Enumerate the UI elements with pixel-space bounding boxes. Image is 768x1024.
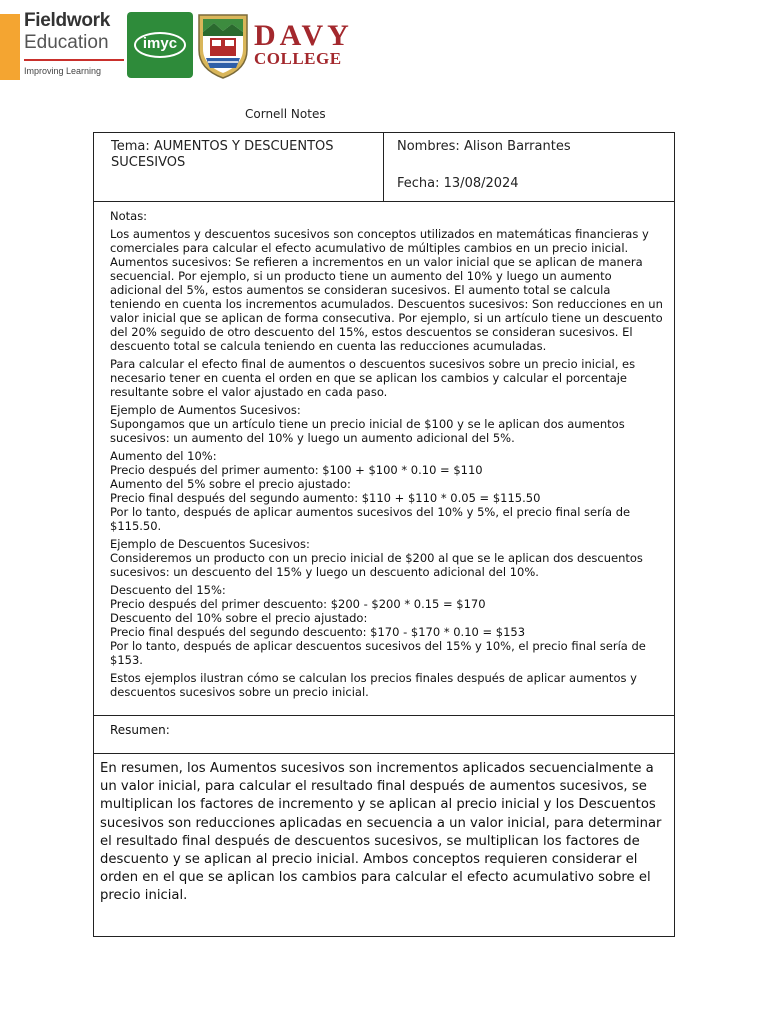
notas-paragraph: Estos ejemplos ilustran cómo se calculan los precios finales después de aplicar aumentos y descuentos sucesivos sobre un precio inicial. <box>110 671 637 699</box>
notas-label: Notas: <box>110 209 148 223</box>
davy-college-logo-line1: DAVY <box>254 19 353 52</box>
resumen-label: Resumen: <box>94 716 674 754</box>
nombres-row <box>397 139 662 154</box>
cornell-notes-form <box>93 132 675 937</box>
fieldwork-logo-tagline: Improving Learning <box>24 66 102 76</box>
tema-value: AUMENTOS Y DESCUENTOS SUCESIVOS <box>111 139 334 170</box>
fieldwork-logo-bar <box>0 14 20 80</box>
notas-paragraph: Ejemplo de Aumentos Sucesivos: Supongamos que un artículo tiene un precio inicial de $100 y se le aplican dos aumentos sucesivos: un aumento del 10% y luego un aumento adicional del 5%. <box>110 403 625 445</box>
notas-paragraph: Para calcular el efecto final de aumentos o descuentos sucesivos sobre un precio inicial, es necesario tener en cuenta el orden en que se aplican los cambios y calcular el porcentaje resultante sobre el valor ajustado en cada paso. <box>110 357 636 399</box>
student-info-cell <box>384 133 674 201</box>
form-header <box>94 133 674 202</box>
davy-college-logo <box>254 19 369 68</box>
college-crest-icon <box>196 12 250 80</box>
tema-label: Tema: <box>111 139 150 154</box>
notas-paragraph: Descuento del 15%: Precio después del primer descuento: $200 - $200 * 0.15 = $170 Descuento del 10% sobre el precio ajustado: Precio final después del segundo descuento: $170 - $170 * 0.10 = $153 Por lo tanto, después de aplicar descuentos sucesivos del 15% y 10%, el precio final sería de $153. <box>110 583 646 667</box>
notas-paragraph: Aumento del 10%: Precio después del primer aumento: $100 + $100 * 0.10 = $110 Aumento del 5% sobre el precio ajustado: Precio final después del segundo aumento: $110 + $110 * 0.05 = $115.50 Por lo tanto, después de aplicar aumentos sucesivos del 10% y 5%, el precio final sería de $115.50. <box>110 449 631 533</box>
imyc-logo-text: imyc <box>142 35 178 52</box>
tema-cell <box>94 133 384 201</box>
imyc-logo <box>127 12 193 78</box>
fecha-row <box>397 176 662 191</box>
header-logos <box>0 4 380 80</box>
fieldwork-logo-line1: Fieldwork <box>24 10 110 31</box>
fecha-value: 13/08/2024 <box>443 176 519 191</box>
davy-college-logo-line2: COLLEGE <box>254 49 342 68</box>
fecha-label: Fecha: <box>397 176 440 191</box>
nombres-value: Alison Barrantes <box>463 139 571 154</box>
notas-paragraph: Ejemplo de Descuentos Sucesivos: Consideremos un producto con un precio inicial de $200 al que se le aplican dos descuentos sucesivos: un descuento del 15% y luego un descuento adicional del 10%. <box>110 537 643 579</box>
fieldwork-logo-divider <box>24 59 124 61</box>
resumen-text: En resumen, los Aumentos sucesivos son incrementos aplicados secuencialmente a un valor inicial, para calcular el resultado final después de aumentos sucesivos, se multiplican los factores de incremento y se aplican al precio inicial y los Descuentos sucesivos son reducciones aplicadas en secuencia a un valor inicial, para determinar el resultado final después de descuentos sucesivos, se multiplican los factores de descuento y se aplican al precio inicial. Ambos conceptos requieren considerar el orden en el que se aplican los cambios para calcular el efecto acumulativo sobre el precio inicial. <box>100 761 662 904</box>
notas-section <box>94 202 674 716</box>
nombres-label: Nombres: <box>397 139 460 154</box>
fieldwork-education-logo <box>0 8 126 80</box>
fieldwork-logo-line2: Education <box>24 32 109 53</box>
page-title: Cornell Notes <box>245 107 326 121</box>
notas-paragraph: Los aumentos y descuentos sucesivos son conceptos utilizados en matemáticas financieras y comerciales para calcular el efecto acumulativo de múltiples cambios en un precio inicial. Aumentos sucesivos: Se refieren a incrementos en un valor inicial que se aplican de manera secuencial. Por ejemplo, si un producto tiene un aumento del 10% y luego un aumento adicional del 5%, estos aumentos se consideran sucesivos. El aumento total se calcula teniendo en cuenta los incrementos acumulados. Descuentos sucesivos: Son reducciones en un valor inicial que se aplican de forma consecutiva. Por ejemplo, si un artículo tiene un descuento del 20% seguido de otro descuento del 15%, estos descuentos se consideran sucesivos. El descuento total se calcula teniendo en cuenta las reducciones acumuladas. <box>110 227 663 353</box>
